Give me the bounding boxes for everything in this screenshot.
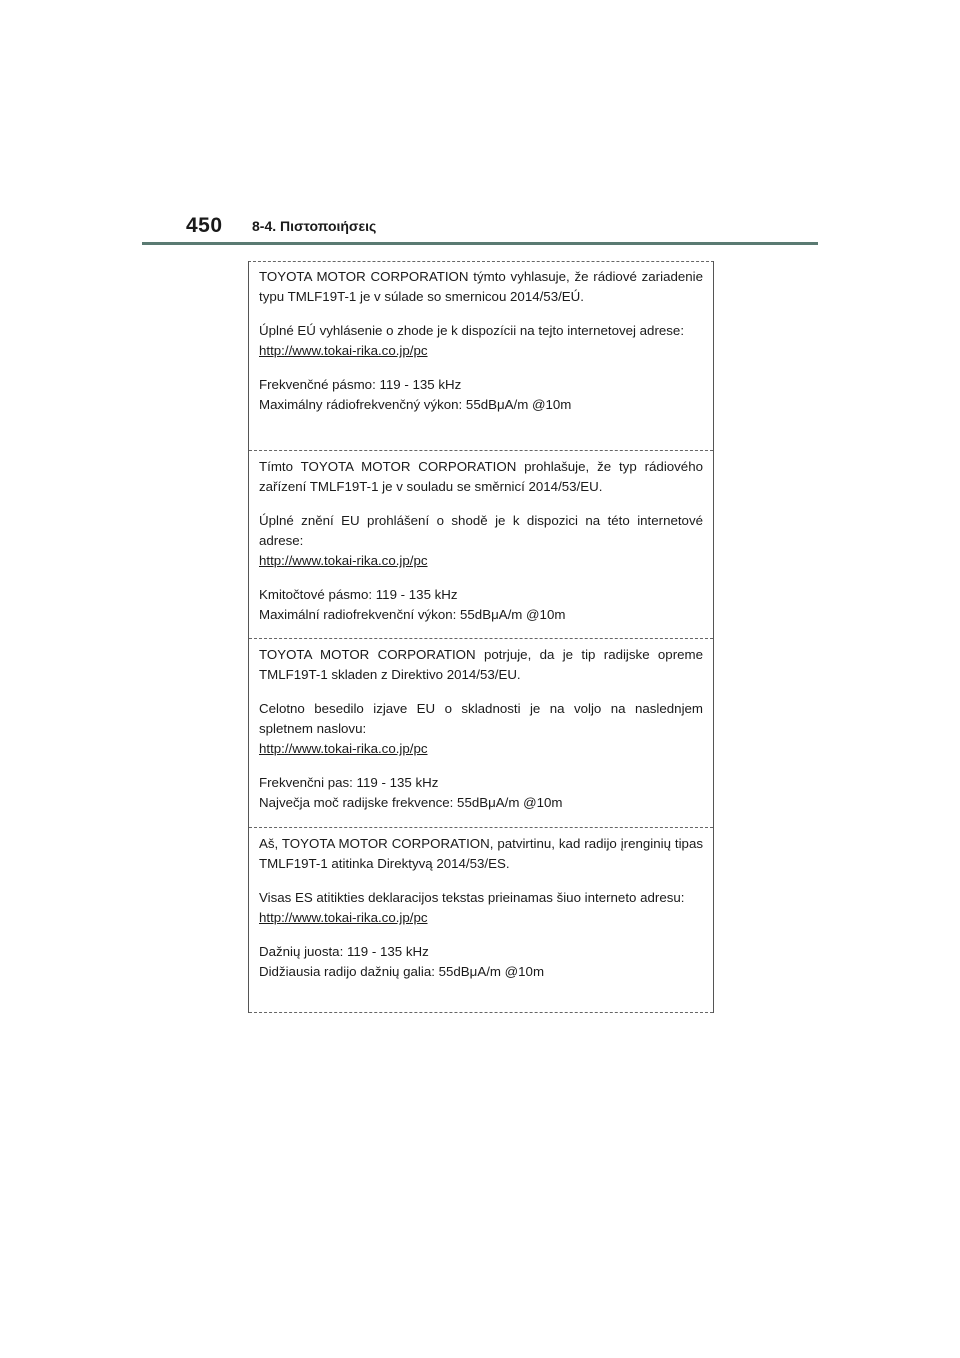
declaration-full-text-note: Visas ES atitikties deklaracijos tekstas prieinamas šiuo interneto adresu: (259, 890, 685, 905)
declarations-table (248, 261, 714, 1013)
frequency-band: Kmitočtové pásmo: 119 - 135 kHz (259, 587, 458, 602)
declaration-full-text-note: Úplné znění EU prohlášení o shodě je k dispozici na této internetové adrese: (259, 513, 703, 548)
max-power: Maximálny rádiofrekvenčný výkon: 55dBμA/m @10m (259, 397, 572, 412)
declaration-full-text-note: Úplné EÚ vyhlásenie o zhode je k dispozícii na tejto internetovej adrese: (259, 323, 685, 338)
declaration-statement: Aš, TOYOTA MOTOR CORPORATION, patvirtinu, kad radijo įrenginių tipas TMLF19T-1 atitinka Direktyvą 2014/53/ES. (259, 836, 703, 871)
frequency-band: Frekvenčni pas: 119 - 135 kHz (259, 775, 439, 790)
declaration-url-link[interactable]: http://www.tokai-rika.co.jp/pc (259, 343, 428, 358)
declaration-statement: TOYOTA MOTOR CORPORATION potrjuje, da je tip radijske opreme TMLF19T-1 skladen z Direktivo 2014/53/EU. (259, 647, 703, 682)
declaration-lithuanian (249, 828, 713, 1013)
declaration-full-text-note: Celotno besedilo izjave EU o skladnosti je na voljo na naslednjem spletnem naslovu: (259, 701, 703, 736)
section-title: 8-4. Πιστοποιήσεις (252, 218, 377, 234)
declaration-slovak (249, 261, 713, 451)
declaration-url-link[interactable]: http://www.tokai-rika.co.jp/pc (259, 553, 428, 568)
max-power: Maximální radiofrekvenční výkon: 55dBμA/m @10m (259, 607, 566, 622)
declaration-url-link[interactable]: http://www.tokai-rika.co.jp/pc (259, 910, 428, 925)
frequency-band: Dažnių juosta: 119 - 135 kHz (259, 944, 429, 959)
header-divider (142, 242, 818, 245)
max-power: Didžiausia radijo dažnių galia: 55dBμA/m @10m (259, 964, 545, 979)
declaration-slovenian (249, 639, 713, 828)
frequency-band: Frekvenčné pásmo: 119 - 135 kHz (259, 377, 462, 392)
max-power: Največja moč radijske frekvence: 55dBμA/m @10m (259, 795, 563, 810)
declaration-statement: Tímto TOYOTA MOTOR CORPORATION prohlašuje, že typ rádiového zařízení TMLF19T-1 je v souladu se směrnicí 2014/53/EU. (259, 459, 703, 494)
page-header (186, 208, 818, 244)
declaration-statement: TOYOTA MOTOR CORPORATION týmto vyhlasuje, že rádiové zariadenie typu TMLF19T-1 je v súlade so smernicou 2014/53/EÚ. (259, 269, 703, 304)
declaration-url-link[interactable]: http://www.tokai-rika.co.jp/pc (259, 741, 428, 756)
page-number: 450 (186, 214, 223, 237)
declaration-czech (249, 451, 713, 639)
